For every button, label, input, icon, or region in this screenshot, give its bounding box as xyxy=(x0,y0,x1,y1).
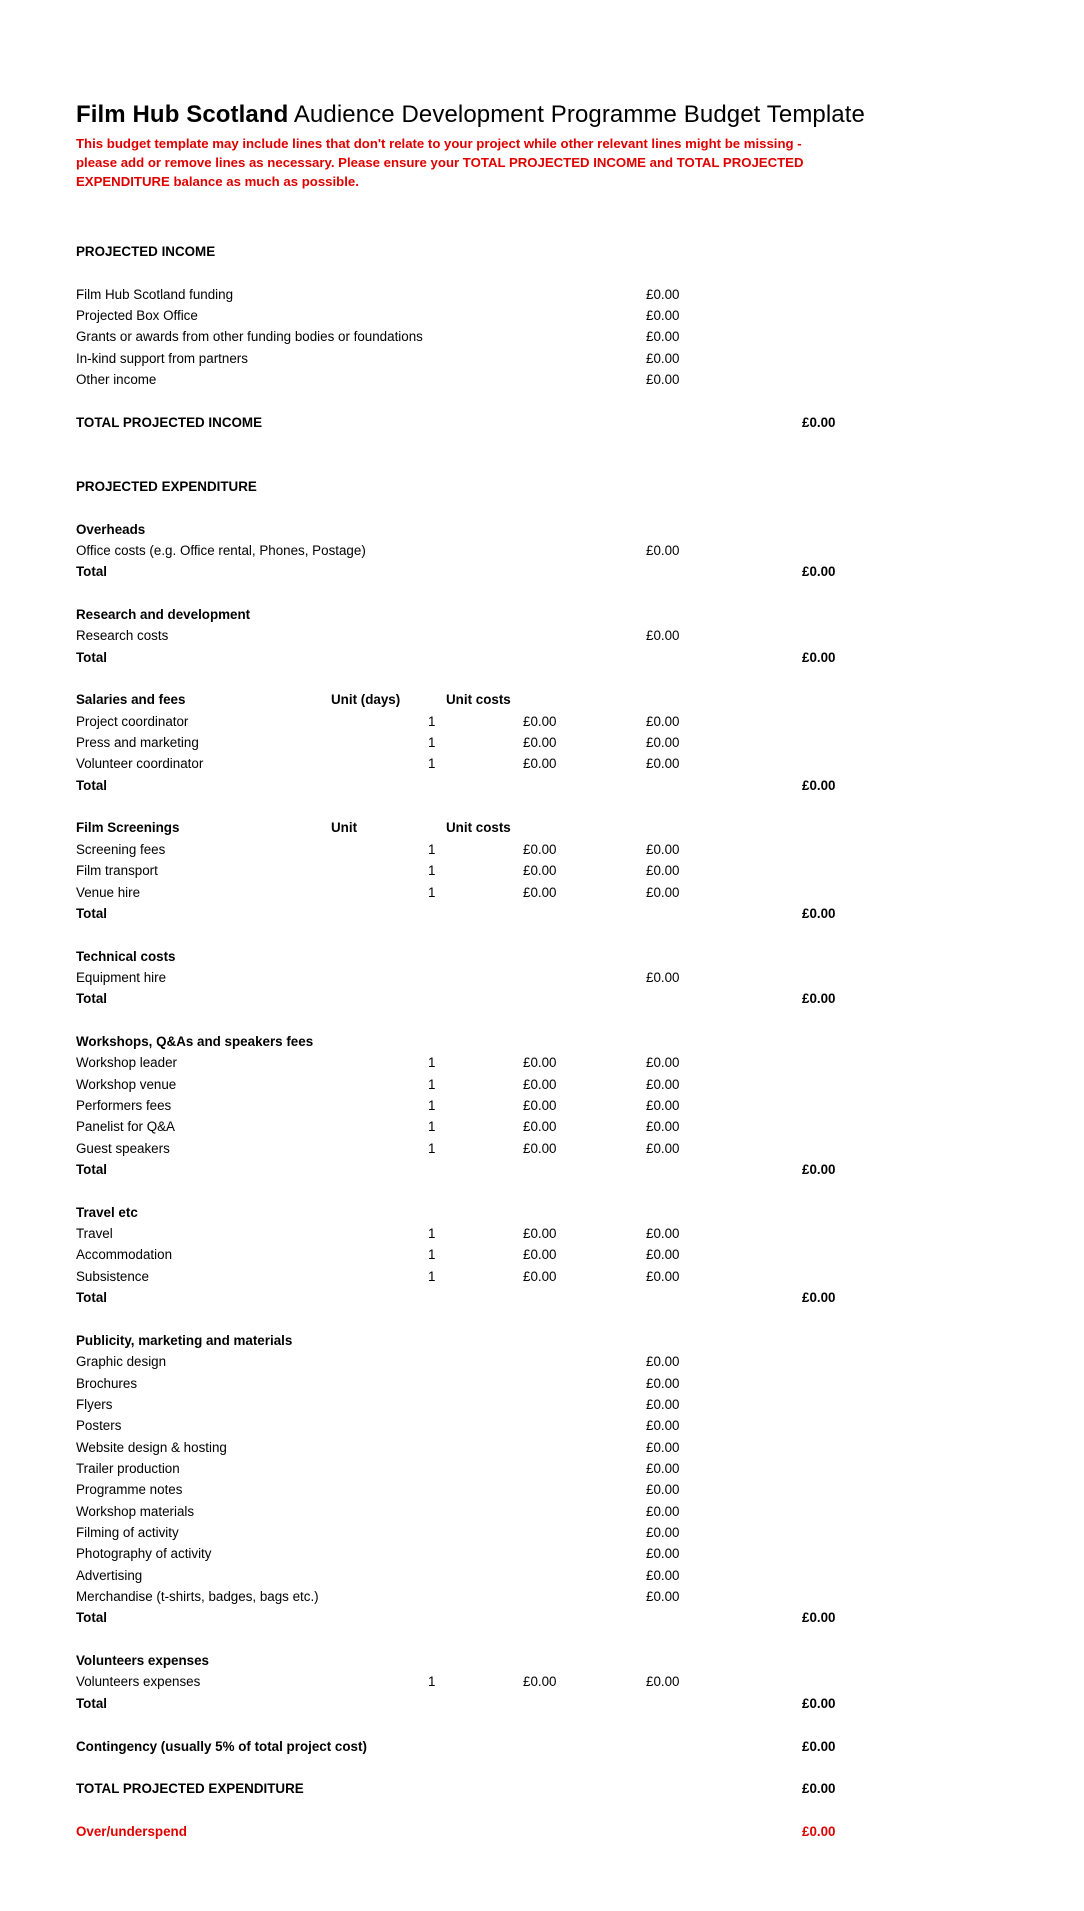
total-row xyxy=(0,1159,1084,1180)
item-amount: £0.00 xyxy=(646,1439,680,1455)
item-amount: £0.00 xyxy=(646,713,680,729)
total-row xyxy=(0,903,1084,924)
total-row xyxy=(0,1778,1084,1799)
total-label: Total xyxy=(76,777,107,793)
item-label: In-kind support from partners xyxy=(76,350,248,366)
item-label: Workshop materials xyxy=(76,1503,195,1519)
item-label: Programme notes xyxy=(76,1482,183,1498)
total-amount: £0.00 xyxy=(802,991,836,1007)
item-amount: £0.00 xyxy=(646,1375,680,1391)
line-item xyxy=(0,369,1084,390)
item-amount: £0.00 xyxy=(646,969,680,985)
line-item xyxy=(0,1116,1084,1137)
item-amount: £0.00 xyxy=(646,735,680,751)
line-item xyxy=(0,1458,1084,1479)
section-heading xyxy=(0,476,1084,497)
heading-label: Technical costs xyxy=(76,948,176,964)
item-amount: £0.00 xyxy=(646,1076,680,1092)
section-heading xyxy=(0,1650,1084,1671)
item-label: Flyers xyxy=(76,1396,113,1412)
item-label: Volunteer coordinator xyxy=(76,756,204,772)
total-row xyxy=(0,1287,1084,1308)
item-label: Workshop leader xyxy=(76,1055,177,1071)
line-item xyxy=(0,967,1084,988)
total-row xyxy=(0,412,1084,433)
item-amount: £0.00 xyxy=(646,286,680,302)
heading-label: Travel etc xyxy=(76,1204,138,1220)
line-item xyxy=(0,348,1084,369)
item-unit-cost: £0.00 xyxy=(523,1268,557,1284)
heading-label: PROJECTED EXPENDITURE xyxy=(76,478,257,494)
total-amount: £0.00 xyxy=(802,1610,836,1626)
item-label: Volunteers expenses xyxy=(76,1674,201,1690)
total-amount: £0.00 xyxy=(802,905,836,921)
section-heading xyxy=(0,946,1084,967)
item-label: Brochures xyxy=(76,1375,138,1391)
item-unit-cost: £0.00 xyxy=(523,1055,557,1071)
item-unit: 1 xyxy=(428,841,436,857)
item-unit: 1 xyxy=(428,1098,436,1113)
total-label: Total xyxy=(76,649,107,665)
item-label: Trailer production xyxy=(76,1460,180,1476)
total-label: Total xyxy=(76,1162,107,1178)
item-unit: 1 xyxy=(428,1140,436,1156)
item-unit-cost: £0.00 xyxy=(523,1119,557,1135)
unit-cost-column-header: Unit costs xyxy=(446,692,511,708)
total-amount: £0.00 xyxy=(802,649,836,665)
heading-label: Film Screenings xyxy=(76,820,180,836)
item-label: Press and marketing xyxy=(76,735,199,751)
line-item xyxy=(0,1394,1084,1415)
item-unit-cost: £0.00 xyxy=(523,884,557,900)
item-label: Filming of activity xyxy=(76,1525,179,1540)
item-unit-cost: £0.00 xyxy=(523,1140,557,1156)
item-unit-cost: £0.00 xyxy=(523,1674,557,1690)
line-item xyxy=(0,860,1084,881)
total-amount: £0.00 xyxy=(802,564,836,580)
line-item xyxy=(0,882,1084,903)
item-label: Workshop venue xyxy=(76,1076,177,1092)
item-unit-cost: £0.00 xyxy=(523,713,557,729)
item-unit: 1 xyxy=(428,863,436,879)
item-unit: 1 xyxy=(428,1674,436,1690)
total-row xyxy=(0,1736,1084,1757)
total-row xyxy=(0,1693,1084,1714)
total-label: TOTAL PROJECTED INCOME xyxy=(76,414,262,430)
heading-label: Workshops, Q&As and speakers fees xyxy=(76,1033,314,1049)
total-amount: £0.00 xyxy=(802,1738,836,1754)
line-item xyxy=(0,1223,1084,1244)
item-unit-cost: £0.00 xyxy=(523,1076,557,1092)
unit-column-header: Unit (days) xyxy=(331,692,401,708)
total-label: Total xyxy=(76,1695,107,1711)
item-amount: £0.00 xyxy=(646,1247,680,1263)
item-label: Equipment hire xyxy=(76,969,167,985)
item-amount: £0.00 xyxy=(646,756,680,772)
item-label: Subsistence xyxy=(76,1268,149,1284)
total-label: Total xyxy=(76,1290,107,1306)
item-unit: 1 xyxy=(428,1076,436,1092)
item-label: Posters xyxy=(76,1418,122,1434)
total-amount: £0.00 xyxy=(802,414,836,430)
total-amount: £0.00 xyxy=(802,1781,836,1797)
total-label: Over/underspend xyxy=(76,1823,187,1839)
item-unit: 1 xyxy=(428,1247,436,1263)
total-row xyxy=(0,561,1084,582)
item-label: Other income xyxy=(76,372,157,388)
heading-label: PROJECTED INCOME xyxy=(76,244,216,259)
line-item xyxy=(0,1522,1084,1543)
item-label: Merchandise (t-shirts, badges, bags etc.) xyxy=(76,1589,319,1605)
total-label: TOTAL PROJECTED EXPENDITURE xyxy=(76,1781,304,1797)
line-item xyxy=(0,732,1084,753)
total-amount: £0.00 xyxy=(802,1695,836,1711)
item-label: Guest speakers xyxy=(76,1140,170,1156)
item-label: Screening fees xyxy=(76,841,166,857)
line-item xyxy=(0,1543,1084,1564)
warning-note: This budget template may include lines that don't relate to your project while other relevant lines might be missing - please add or remove lines as necessary. Please ensure your TOTAL PROJECTED INCOME and TOTAL PROJECTED EXPENDITURE balance as much as possible. xyxy=(76,136,804,189)
total-row xyxy=(0,775,1084,796)
item-unit-cost: £0.00 xyxy=(523,841,557,857)
item-label: Venue hire xyxy=(76,884,141,900)
line-item xyxy=(0,1586,1084,1607)
item-amount: £0.00 xyxy=(646,1418,680,1434)
item-amount: £0.00 xyxy=(646,1119,680,1135)
heading-label: Salaries and fees xyxy=(76,692,186,708)
item-label: Office costs (e.g. Office rental, Phones, Postage) xyxy=(76,542,366,558)
total-row xyxy=(0,1607,1084,1628)
line-item xyxy=(0,1244,1084,1265)
line-item xyxy=(0,540,1084,561)
item-label: Advertising xyxy=(76,1567,143,1583)
line-item xyxy=(0,711,1084,732)
line-item xyxy=(0,1074,1084,1095)
item-amount: £0.00 xyxy=(646,863,680,879)
total-amount: £0.00 xyxy=(802,1290,836,1306)
item-amount: £0.00 xyxy=(646,1268,680,1284)
section-heading xyxy=(0,1202,1084,1223)
line-item xyxy=(0,1351,1084,1372)
item-label: Performers fees xyxy=(76,1098,172,1113)
item-amount: £0.00 xyxy=(646,1055,680,1071)
item-amount: £0.00 xyxy=(646,884,680,900)
item-amount: £0.00 xyxy=(646,308,680,324)
item-label: Film transport xyxy=(76,863,158,879)
item-unit: 1 xyxy=(428,1055,436,1071)
section-heading xyxy=(0,689,1084,710)
line-item xyxy=(0,753,1084,774)
item-unit: 1 xyxy=(428,756,436,772)
item-amount: £0.00 xyxy=(646,1482,680,1498)
line-item xyxy=(0,284,1084,305)
item-unit-cost: £0.00 xyxy=(523,1226,557,1242)
item-unit: 1 xyxy=(428,1268,436,1284)
total-label: Total xyxy=(76,564,107,580)
total-label: Total xyxy=(76,1610,107,1626)
item-label: Grants or awards from other funding bodies or foundations xyxy=(76,329,423,345)
item-unit: 1 xyxy=(428,884,436,900)
total-row xyxy=(0,988,1084,1009)
item-label: Accommodation xyxy=(76,1247,173,1263)
item-amount: £0.00 xyxy=(646,1396,680,1412)
line-item xyxy=(0,1501,1084,1522)
item-label: Website design & hosting xyxy=(76,1439,227,1455)
item-amount: £0.00 xyxy=(646,1674,680,1690)
item-label: Project coordinator xyxy=(76,713,189,729)
line-item xyxy=(0,1437,1084,1458)
line-item xyxy=(0,305,1084,326)
line-item xyxy=(0,1095,1084,1116)
item-unit: 1 xyxy=(428,1226,436,1242)
heading-label: Publicity, marketing and materials xyxy=(76,1332,293,1348)
total-amount: £0.00 xyxy=(802,1162,836,1178)
line-item xyxy=(0,1052,1084,1073)
unit-cost-column-header: Unit costs xyxy=(446,820,511,836)
line-item xyxy=(0,1138,1084,1159)
item-amount: £0.00 xyxy=(646,1546,680,1562)
item-amount: £0.00 xyxy=(646,1589,680,1605)
item-label: Projected Box Office xyxy=(76,308,198,324)
item-unit-cost: £0.00 xyxy=(523,863,557,879)
item-amount: £0.00 xyxy=(646,1460,680,1476)
item-amount: £0.00 xyxy=(646,1226,680,1242)
total-amount: £0.00 xyxy=(802,1823,836,1839)
section-heading xyxy=(0,604,1084,625)
item-amount: £0.00 xyxy=(646,1525,680,1540)
heading-label: Volunteers expenses xyxy=(76,1653,209,1669)
item-unit: 1 xyxy=(428,713,436,729)
unit-column-header: Unit xyxy=(331,820,358,836)
item-amount: £0.00 xyxy=(646,329,680,345)
section-heading xyxy=(0,1031,1084,1052)
item-label: Photography of activity xyxy=(76,1546,212,1562)
title-rest: Audience Development Programme Budget Template xyxy=(288,101,865,128)
total-label: Total xyxy=(76,905,107,921)
item-amount: £0.00 xyxy=(646,350,680,366)
item-unit-cost: £0.00 xyxy=(523,1247,557,1263)
item-amount: £0.00 xyxy=(646,628,680,644)
total-row xyxy=(0,1821,1084,1842)
item-amount: £0.00 xyxy=(646,841,680,857)
total-row xyxy=(0,647,1084,668)
line-item xyxy=(0,1671,1084,1692)
line-item xyxy=(0,625,1084,646)
line-item xyxy=(0,839,1084,860)
title-brand: Film Hub Scotland xyxy=(76,101,289,128)
total-amount: £0.00 xyxy=(802,777,836,793)
item-unit: 1 xyxy=(428,1119,436,1135)
item-amount: £0.00 xyxy=(646,1567,680,1583)
section-heading xyxy=(0,519,1084,540)
item-label: Research costs xyxy=(76,628,169,644)
item-amount: £0.00 xyxy=(646,1503,680,1519)
item-label: Film Hub Scotland funding xyxy=(76,286,234,302)
section-heading xyxy=(0,1330,1084,1351)
item-amount: £0.00 xyxy=(646,1098,680,1113)
item-amount: £0.00 xyxy=(646,372,680,388)
line-item xyxy=(0,1565,1084,1586)
line-item xyxy=(0,1415,1084,1436)
item-unit-cost: £0.00 xyxy=(523,1098,557,1113)
item-unit-cost: £0.00 xyxy=(523,735,557,751)
item-label: Panelist for Q&A xyxy=(76,1119,175,1135)
section-heading xyxy=(0,241,1084,262)
heading-label: Overheads xyxy=(76,521,146,537)
item-amount: £0.00 xyxy=(646,1140,680,1156)
item-amount: £0.00 xyxy=(646,542,680,558)
line-item xyxy=(0,1373,1084,1394)
total-label: Total xyxy=(76,991,107,1007)
item-label: Graphic design xyxy=(76,1354,167,1370)
section-heading xyxy=(0,817,1084,838)
line-item xyxy=(0,1479,1084,1500)
total-label: Contingency (usually 5% of total project cost) xyxy=(76,1738,367,1754)
line-item xyxy=(0,326,1084,347)
heading-label: Research and development xyxy=(76,606,251,622)
line-item xyxy=(0,1266,1084,1287)
item-amount: £0.00 xyxy=(646,1354,680,1370)
item-unit: 1 xyxy=(428,735,436,751)
item-label: Travel xyxy=(76,1226,113,1242)
item-unit-cost: £0.00 xyxy=(523,756,557,772)
